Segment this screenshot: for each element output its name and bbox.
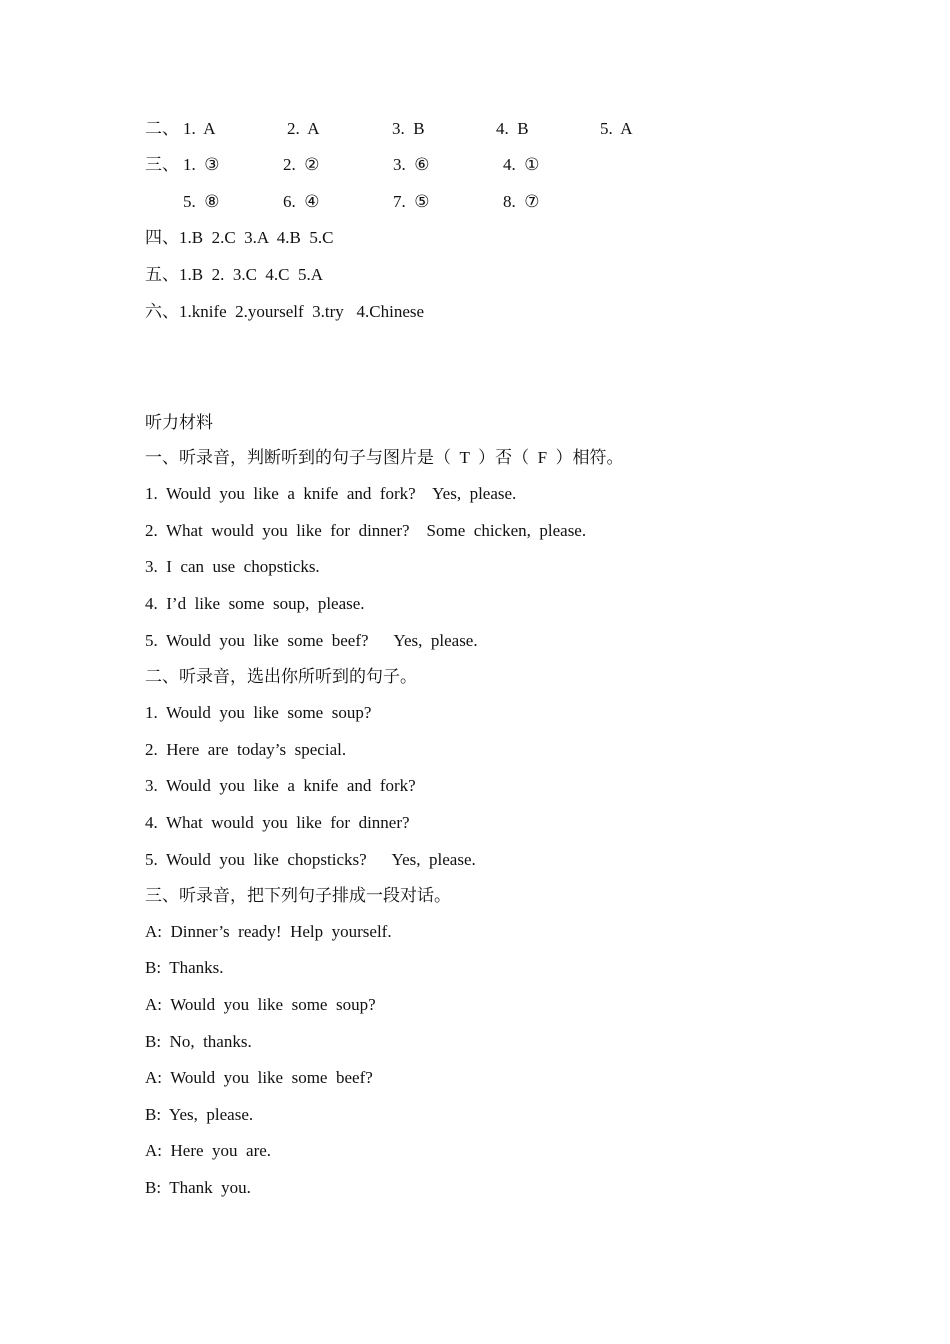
answer-row-2 bbox=[0, 118, 950, 140]
answer-row-4: 四、1.B 2.C 3.A 4.B 5.C bbox=[145, 228, 334, 247]
part2-heading: 二、听录音，选出你所听到的句子。 bbox=[145, 667, 417, 686]
part2-line: 1. Would you like some soup? bbox=[145, 703, 372, 722]
dialogue-line: A: Dinner’s ready! Help yourself. bbox=[145, 922, 392, 941]
answer-item: 2. A bbox=[287, 119, 320, 138]
answer-item: 1. A bbox=[183, 119, 216, 138]
part1-line: 1. Would you like a knife and fork? Yes, please. bbox=[145, 484, 517, 503]
answer-item: 5. A bbox=[600, 119, 633, 138]
part3-heading: 三、听录音，把下列句子排成一段对话。 bbox=[145, 886, 451, 905]
listening-title: 听力材料 bbox=[145, 413, 213, 432]
answer-item: 3. B bbox=[392, 119, 425, 138]
part1-heading: 一、听录音，判断听到的句子与图片是（ T ）否（ F ）相符。 bbox=[145, 448, 624, 467]
answer-item: 7. ⑤ bbox=[393, 192, 430, 211]
part1-line: 5. Would you like some beef? Yes, please. bbox=[145, 631, 478, 650]
answer-item: 4. B bbox=[496, 119, 529, 138]
dialogue-line: B: Yes, please. bbox=[145, 1105, 254, 1124]
part2-line: 2. Here are today’s special. bbox=[145, 740, 347, 759]
answer-item: 3. ⑥ bbox=[393, 155, 430, 174]
dialogue-line: A: Here you are. bbox=[145, 1141, 272, 1160]
dialogue-line: B: Thank you. bbox=[145, 1178, 251, 1197]
dialogue-line: B: Thanks. bbox=[145, 958, 224, 977]
answer-label-2: 二、 bbox=[145, 119, 179, 138]
part1-line: 4. I’d like some soup, please. bbox=[145, 594, 365, 613]
part1-line: 2. What would you like for dinner? Some chicken, please. bbox=[145, 521, 587, 540]
answer-item: 8. ⑦ bbox=[503, 192, 540, 211]
part1-line: 3. I can use chopsticks. bbox=[145, 557, 320, 576]
answer-item: 4. ① bbox=[503, 155, 540, 174]
part2-line: 3. Would you like a knife and fork? bbox=[145, 776, 416, 795]
dialogue-line: A: Would you like some beef? bbox=[145, 1068, 373, 1087]
answer-item: 1. ③ bbox=[183, 155, 220, 174]
answer-row-5: 五、1.B 2. 3.C 4.C 5.A bbox=[145, 265, 324, 284]
answer-label-3: 三、 bbox=[145, 155, 179, 174]
answer-row-3b bbox=[0, 191, 950, 213]
answer-row-6: 六、1.knife 2.yourself 3.try 4.Chinese bbox=[145, 302, 425, 321]
answer-item: 5. ⑧ bbox=[183, 192, 220, 211]
part2-line: 5. Would you like chopsticks? Yes, please. bbox=[145, 850, 476, 869]
answer-item: 2. ② bbox=[283, 155, 320, 174]
part2-line: 4. What would you like for dinner? bbox=[145, 813, 410, 832]
dialogue-line: A: Would you like some soup? bbox=[145, 995, 376, 1014]
answer-item: 6. ④ bbox=[283, 192, 320, 211]
answer-row-3a bbox=[0, 154, 950, 176]
dialogue-line: B: No, thanks. bbox=[145, 1032, 252, 1051]
